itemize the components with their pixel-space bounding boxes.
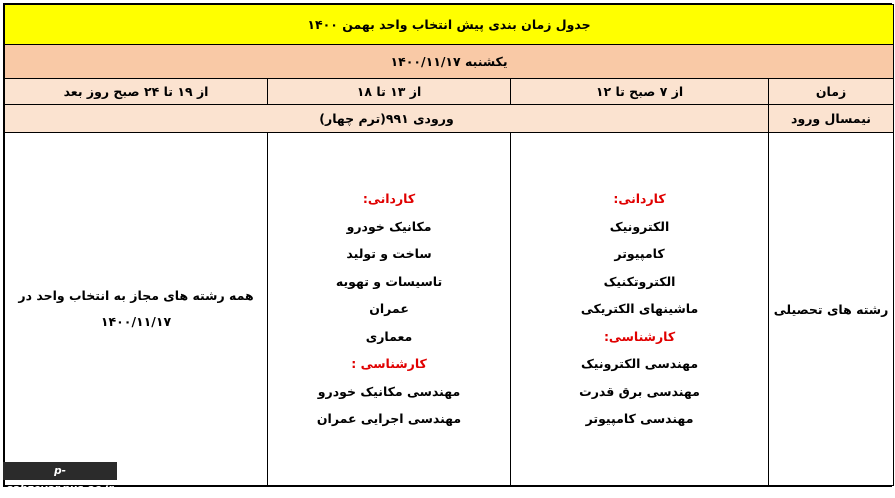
slot1-header: از ۷ صبح تا ۱۲	[511, 79, 769, 105]
slot2-kardani-heading: کاردانی:	[362, 191, 416, 207]
slot2-kardani-item: تاسیسات و تهویه	[335, 273, 443, 289]
slot2-kardani-item: مکانیک خودرو	[346, 218, 432, 234]
slot2-karshenasi-heading: کارشناسی :	[351, 356, 427, 372]
slot2-kardani-item: عمران	[369, 301, 409, 317]
slot2-major-list	[268, 185, 510, 433]
entry-value-cell: ورودی ۹۹۱(ترم چهار)	[5, 105, 769, 133]
schedule-sheet	[3, 3, 892, 487]
slot2-karshenasi-item: مهندسی اجرایی عمران	[316, 411, 462, 427]
header-row	[5, 79, 894, 105]
watermark: p-sabzevar.nus.ac.ir	[3, 462, 117, 480]
slot2-kardani-item: معماری	[365, 328, 413, 344]
slot1-karshenasi-item: مهندسی برق قدرت	[579, 383, 700, 399]
majors-row	[5, 133, 894, 486]
slot1-major-list	[511, 185, 768, 433]
slot3-majors-cell	[5, 133, 268, 486]
entry-row	[5, 105, 894, 133]
page-title: جدول زمان بندی پیش انتخاب واحد بهمن ۱۴۰۰	[5, 5, 894, 45]
slot2-header: از ۱۳ تا ۱۸	[268, 79, 511, 105]
slot3-note	[5, 283, 267, 335]
time-label-cell: زمان	[769, 79, 894, 105]
slot1-kardani-item: کامپیوتر	[614, 246, 665, 262]
slot2-kardani-item: ساخت و تولید	[346, 246, 432, 262]
slot3-note-line: همه رشته های مجاز به انتخاب واحد در	[18, 288, 254, 303]
date-row	[5, 45, 894, 79]
slot1-kardani-item: ماشینهای الکتریکی	[580, 301, 699, 317]
slot3-header: از ۱۹ تا ۲۴ صبح روز بعد	[5, 79, 268, 105]
schedule-date: یکشنبه ۱۴۰۰/۱۱/۱۷	[5, 45, 894, 79]
slot2-majors-cell	[268, 133, 511, 486]
slot2-karshenasi-item: مهندسی مکانیک خودرو	[317, 383, 461, 399]
entry-label-cell: نیمسال ورود	[769, 105, 894, 133]
slot1-majors-cell	[511, 133, 769, 486]
slot1-karshenasi-heading: کارشناسی:	[603, 328, 676, 344]
slot1-karshenasi-item: مهندسی الکترونیک	[580, 356, 699, 372]
slot1-karshenasi-item: مهندسی کامپیوتر	[585, 411, 694, 427]
schedule-table	[4, 4, 894, 486]
slot3-note-date: ۱۴۰۰/۱۱/۱۷	[100, 314, 172, 329]
majors-label-cell: رشته های تحصیلی	[769, 133, 894, 486]
title-row	[5, 5, 894, 45]
slot1-kardani-item: الکتروتکنیک	[603, 273, 676, 289]
slot1-kardani-item: الکترونیک	[609, 218, 670, 234]
slot1-kardani-heading: کاردانی:	[613, 191, 666, 207]
